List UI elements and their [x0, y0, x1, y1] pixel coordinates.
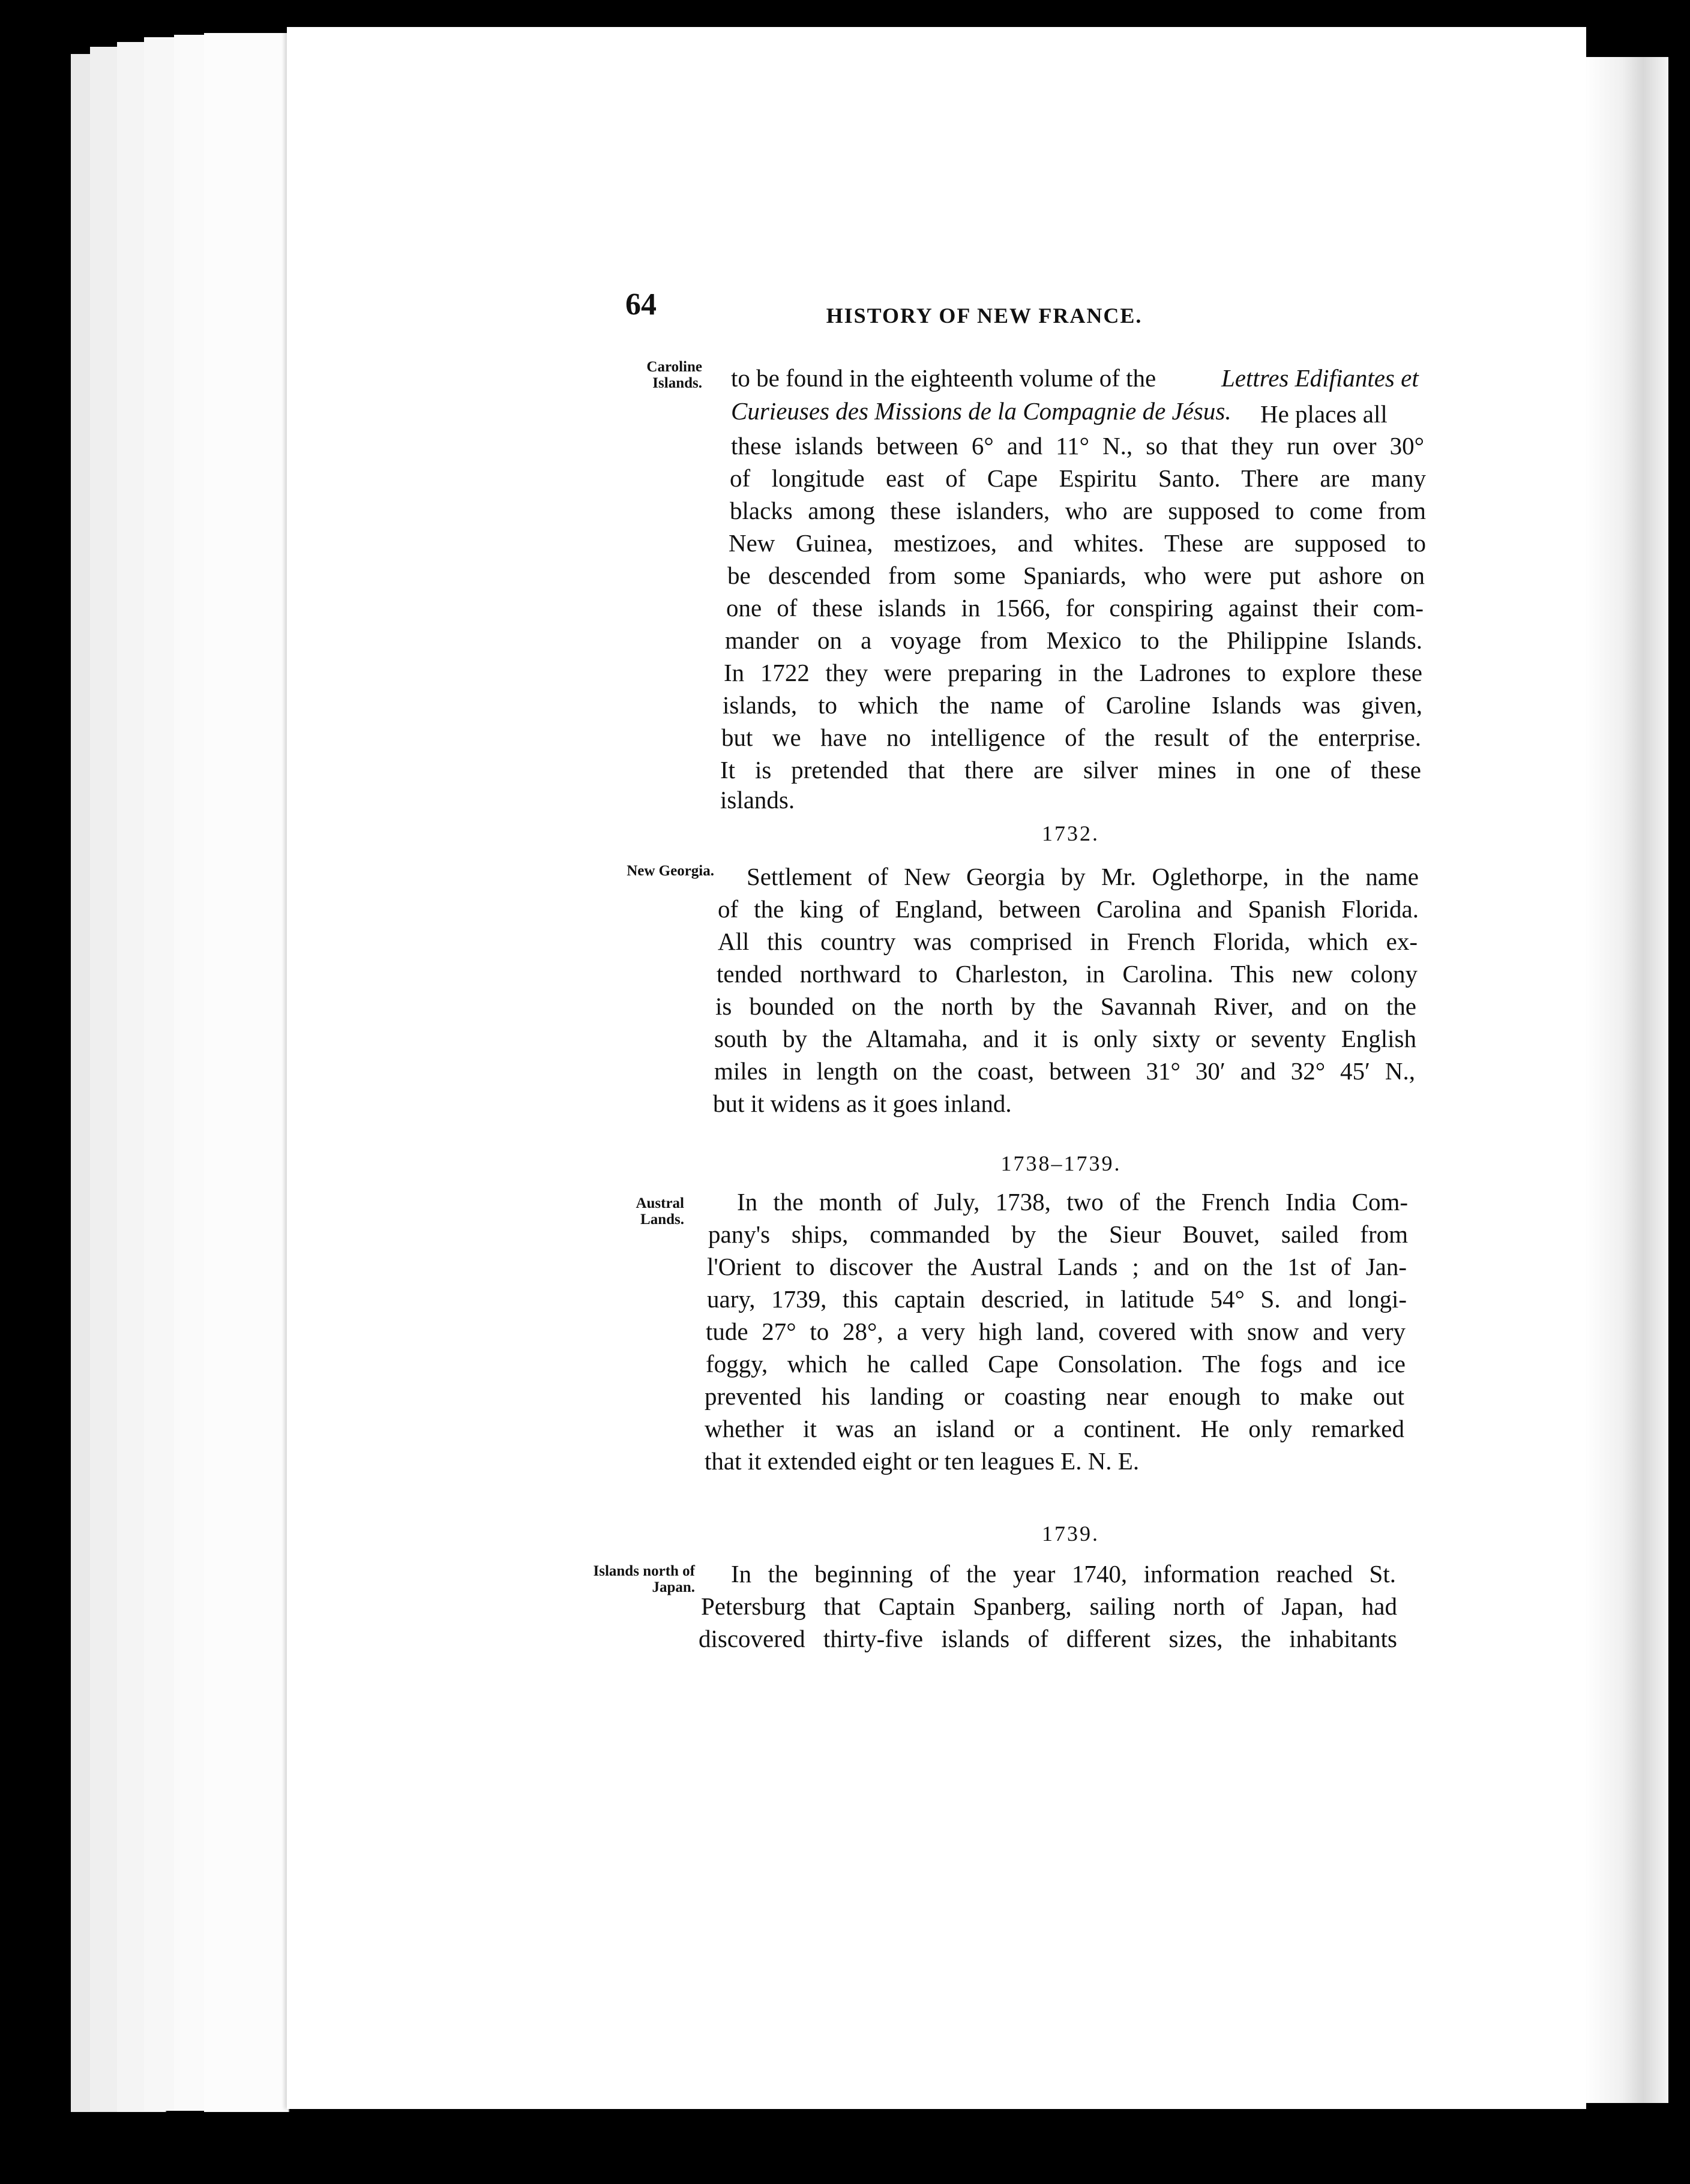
year-heading: 1739.: [1042, 1522, 1099, 1546]
text-line: It is pretended that there are silver mines in one of these: [720, 756, 1421, 784]
text-line: foggy, which he called Cape Consolation. The fogs and ice: [706, 1350, 1406, 1378]
margin-note-japan: Islands north of Japan.: [593, 1563, 695, 1595]
text-line: l'Orient to discover the Austral Lands ; and on the 1st of Jan-: [707, 1253, 1407, 1280]
page-number: 64: [625, 287, 657, 322]
text-line: prevented his landing or coasting near enough to make out: [705, 1382, 1404, 1410]
text-line: of the king of England, between Carolina and Spanish Florida.: [718, 895, 1419, 923]
text-line: south by the Altamaha, and it is only sixty or seventy English: [714, 1025, 1416, 1052]
margin-note-caroline: Caroline Islands.: [646, 359, 702, 391]
text-line: New Guinea, mestizoes, and whites. These are supposed to: [729, 529, 1426, 557]
text-line: discovered thirty-five islands of different sizes, the inhabitants: [699, 1625, 1397, 1652]
year-heading: 1738–1739.: [1000, 1151, 1122, 1175]
text-line: islands, to which the name of Caroline Islands was given,: [723, 691, 1422, 719]
text-line: tended northward to Charleston, in Carolina. This new colony: [717, 960, 1418, 988]
text-line-italic: Curieuses des Missions de la Compagnie de Jésus.: [731, 397, 1231, 425]
text-line: these islands between 6° and 11° N., so that they run over 30°: [731, 432, 1424, 460]
margin-note-georgia: New Georgia.: [627, 863, 714, 879]
right-page-edge: [1584, 57, 1668, 2103]
text-line-italic: Lettres Edifiantes et: [1221, 364, 1419, 392]
text-line: is bounded on the north by the Savannah River, and on the: [715, 992, 1416, 1020]
text-line: In 1722 they were preparing in the Ladrones to explore these: [724, 659, 1422, 686]
text-line: of longitude east of Cape Espiritu Santo. There are many: [730, 464, 1426, 492]
text-line: He places all: [1260, 400, 1388, 428]
text-line: one of these islands in 1566, for conspiring against their com-: [726, 594, 1424, 622]
text-line: uary, 1739, this captain descried, in latitude 54° S. and longi-: [707, 1285, 1407, 1313]
text-line: to be found in the eighteenth volume of the: [731, 364, 1156, 392]
text-line: be descended from some Spaniards, who were put ashore on: [727, 562, 1425, 589]
running-head: HISTORY OF NEW FRANCE.: [826, 304, 1143, 328]
text-line: Settlement of New Georgia by Mr. Oglethorpe, in the name: [747, 863, 1419, 890]
text-line: but it widens as it goes inland.: [713, 1090, 1012, 1117]
text-line: miles in length on the coast, between 31° 30′ and 32° 45′ N.,: [714, 1057, 1415, 1085]
text-line: blacks among these islanders, who are supposed to come from: [730, 497, 1426, 524]
text-line: but we have no intelligence of the result of the enterprise.: [721, 724, 1421, 751]
text-line: that it extended eight or ten leagues E. N. E.: [705, 1447, 1140, 1475]
year-heading: 1732.: [1042, 821, 1099, 845]
text-line: pany's ships, commanded by the Sieur Bouvet, sailed from: [708, 1220, 1408, 1248]
text-line: Petersburg that Captain Spanberg, sailing north of Japan, had: [701, 1592, 1397, 1620]
text-line: tude 27° to 28°, a very high land, covered with snow and very: [706, 1318, 1406, 1345]
text-line: In the beginning of the year 1740, information reached St.: [731, 1560, 1396, 1588]
page-edge: [204, 33, 289, 2112]
text-line: islands.: [720, 786, 795, 814]
text-line: All this country was comprised in French Florida, which ex-: [718, 928, 1418, 955]
margin-note-austral: Austral Lands.: [636, 1195, 684, 1228]
text-line: In the month of July, 1738, two of the French India Com-: [737, 1188, 1408, 1216]
text-line: whether it was an island or a continent. He only remarked: [705, 1415, 1404, 1442]
text-line: mander on a voyage from Mexico to the Philippine Islands.: [725, 626, 1422, 654]
